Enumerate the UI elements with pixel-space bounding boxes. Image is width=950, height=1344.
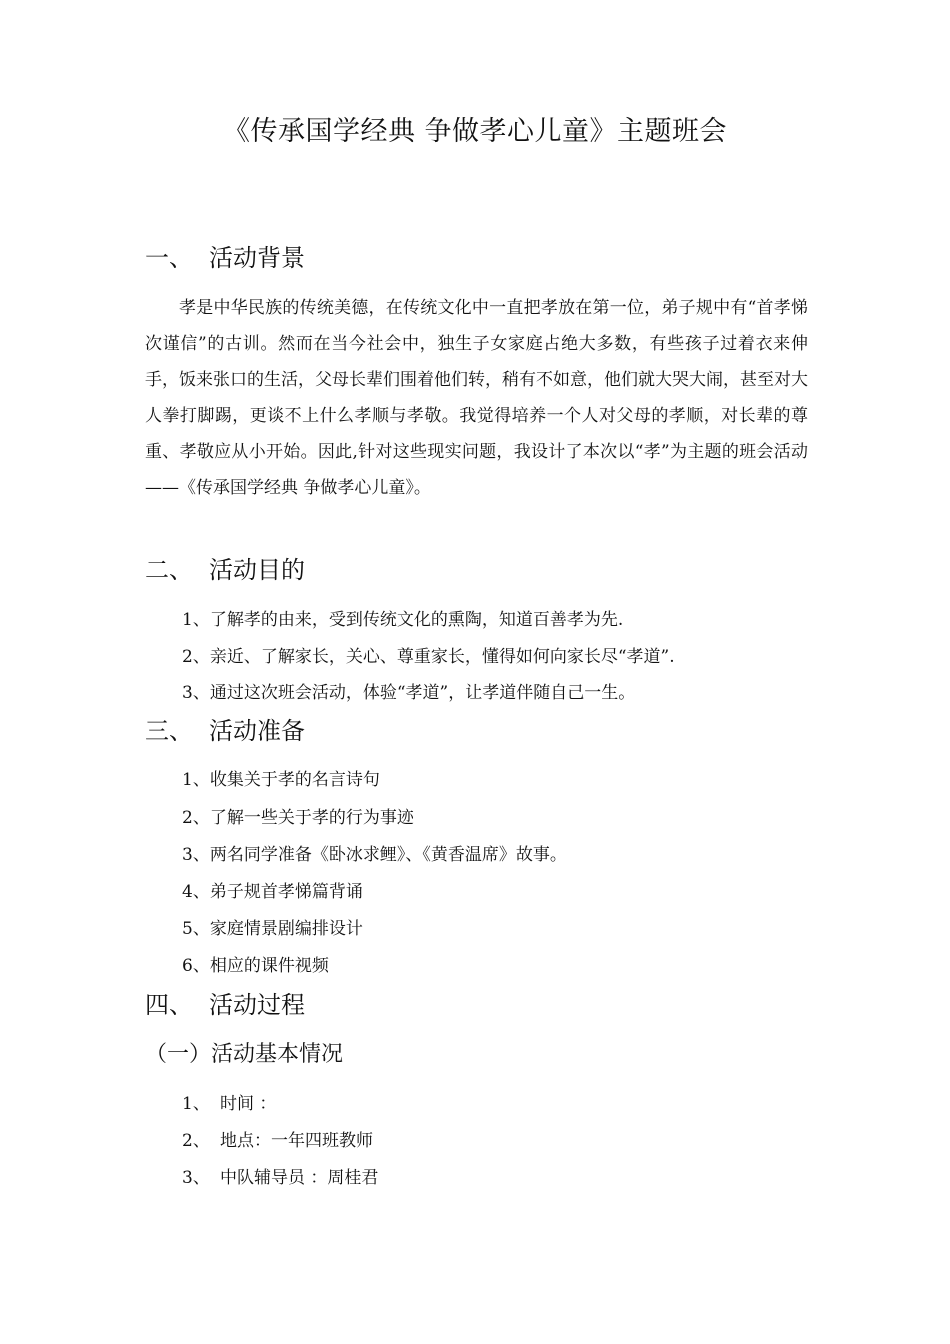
basic-info-item (182, 1091, 276, 1117)
goal-item: 1、了解孝的由来，受到传统文化的熏陶，知道百善孝为先. (182, 610, 624, 630)
section-heading-background (145, 241, 305, 275)
basic-info-text: 中队辅导员 ：周桂君 (220, 1168, 379, 1188)
preparation-item: 5、家庭情景剧编排设计 (182, 919, 363, 939)
goal-item: 3、通过这次班会活动，体验“孝道”，让孝道伴随自己一生。 (182, 683, 636, 703)
section-title: 活动过程 (209, 991, 305, 1019)
section-number: 一、 (145, 244, 193, 272)
basic-info-number: 1、 (182, 1094, 210, 1114)
section-title: 活动背景 (209, 244, 305, 272)
preparation-item: 3、两名同学准备《卧冰求鲤》、《黄香温席》故事。 (182, 845, 567, 865)
basic-info-text: 时间 ： (220, 1094, 277, 1114)
background-paragraph: 孝是中华民族的传统美德，在传统文化中一直把孝放在第一位，弟子规中有“首孝悌 次谨信”的古训。然而在当今社会中，独生子女家庭占绝大多数，有些孩子过着衣来伸手，饭来张口的生活，父母长辈们围着他们转，稍有不如意，他们就大哭大闹，甚至对大人拳打脚踢，更谈不上什么孝顺与孝敬。我觉得培养一个人对父母的孝顺，对长辈的尊重、孝敬应从小开始。因此,针对这些现实问题，我设计了本次以“孝”为主题的班会活动——《传承国学经典 争做孝心儿童》。 (145, 298, 808, 498)
process-subheading: （一）活动基本情况 (145, 1042, 344, 1067)
section-number: 四、 (145, 991, 193, 1019)
section-number: 三、 (145, 717, 193, 745)
goal-item: 2、亲近、了解家长，关心、尊重家长，懂得如何向家长尽“孝道”. (182, 647, 675, 667)
preparation-item: 6、相应的课件视频 (182, 956, 329, 976)
preparation-item: 1、收集关于孝的名言诗句 (182, 770, 380, 790)
basic-info-number: 3、 (182, 1168, 210, 1188)
section-title: 活动准备 (209, 717, 305, 745)
basic-info-item (182, 1165, 378, 1191)
preparation-item: 4、弟子规首孝悌篇背诵 (182, 882, 363, 902)
section-heading-goals (145, 553, 305, 587)
section-number: 二、 (145, 556, 193, 584)
document-title: 《传承国学经典 争做孝心儿童》主题班会 (222, 116, 728, 147)
basic-info-text: 地点：一年四班教师 (220, 1131, 373, 1151)
section-title: 活动目的 (209, 556, 305, 584)
section-heading-preparation (145, 714, 305, 748)
basic-info-item (182, 1128, 373, 1154)
preparation-item: 2、了解一些关于孝的行为事迹 (182, 808, 414, 828)
section-heading-process (145, 988, 305, 1022)
basic-info-number: 2、 (182, 1131, 210, 1151)
